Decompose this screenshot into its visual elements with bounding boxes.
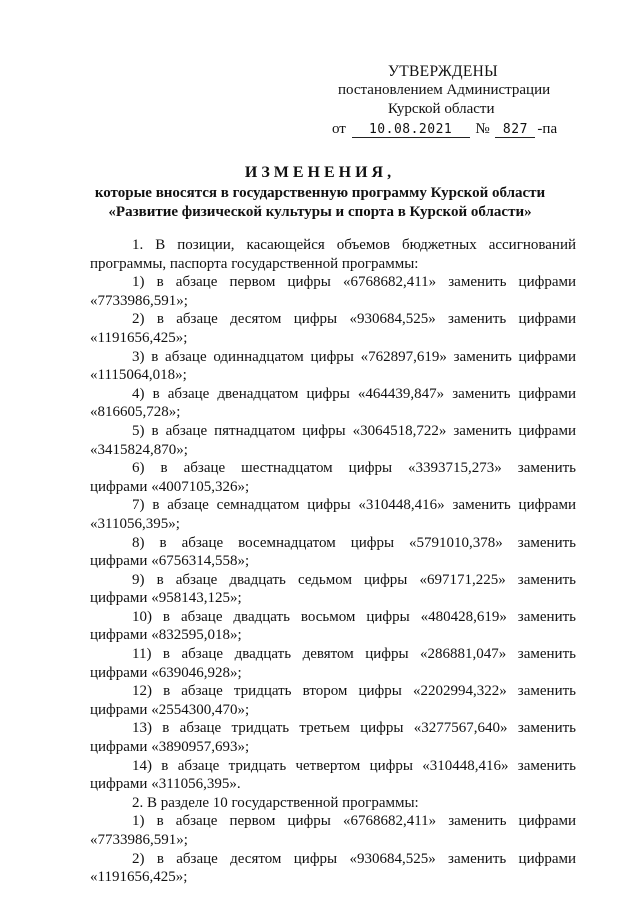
approval-date: 10.08.2021 xyxy=(352,122,470,138)
section-1-intro-first: 1. В позиции, касающейся объемов бюджетных ассигнований xyxy=(132,237,576,253)
section-1-intro xyxy=(90,236,576,273)
heading-line-2: которые вносятся в государственную программу Курской области xyxy=(94,185,546,201)
approval-block xyxy=(330,62,570,139)
list-item-continuation: «1191656,425»; xyxy=(90,869,188,886)
list-item-continuation: цифрами «2554300,470»; xyxy=(90,701,250,718)
list-item xyxy=(90,496,576,533)
list-item xyxy=(90,812,576,849)
list-item xyxy=(90,534,576,571)
list-item-first-line: 4) в абзаце двенадцатом цифры «464439,847» заменить цифрами xyxy=(132,385,576,402)
list-item-continuation: цифрами «639046,928»; xyxy=(90,664,242,681)
list-item-continuation: цифрами «6756314,558»; xyxy=(90,553,250,570)
list-item xyxy=(90,310,576,347)
list-item-first-line: 11) в абзаце двадцать девятом цифры «286881,047» заменить xyxy=(132,646,576,663)
section-2-intro xyxy=(90,794,576,813)
document-heading xyxy=(60,162,580,222)
list-item-first-line: 5) в абзаце пятнадцатом цифры «3064518,722» заменить цифрами xyxy=(132,422,576,439)
list-item xyxy=(90,385,576,422)
list-item-continuation: «311056,395»; xyxy=(90,515,180,532)
list-item-first-line: 12) в абзаце тридцать втором цифры «2202994,322» заменить xyxy=(132,683,576,700)
list-item xyxy=(90,608,576,645)
list-item-first-line: 13) в абзаце тридцать третьем цифры «3277567,640» заменить xyxy=(132,720,576,737)
list-item-continuation: цифрами «311056,395». xyxy=(90,776,241,793)
section-2-intro-text: 2. В разделе 10 государственной программы: xyxy=(132,794,419,811)
list-item-continuation: цифрами «3890957,693»; xyxy=(90,739,250,756)
list-item xyxy=(90,571,576,608)
list-item-continuation: «7733986,591»; xyxy=(90,292,188,309)
list-item-first-line: 2) в абзаце десятом цифры «930684,525» заменить цифрами xyxy=(132,311,576,328)
list-item-first-line: 1) в абзаце первом цифры «6768682,411» заменить цифрами xyxy=(132,274,576,291)
document-body xyxy=(90,236,576,887)
list-item xyxy=(90,645,576,682)
heading-title: ИЗМЕНЕНИЯ, xyxy=(244,164,396,181)
list-item-first-line: 2) в абзаце десятом цифры «930684,525» заменить цифрами xyxy=(132,850,576,867)
approval-suffix: -па xyxy=(537,121,558,137)
list-item-continuation: «1191656,425»; xyxy=(90,329,188,346)
list-item-first-line: 1) в абзаце первом цифры «6768682,411» заменить цифрами xyxy=(132,813,576,830)
list-item-first-line: 7) в абзаце семнадцатом цифры «310448,416» заменить цифрами xyxy=(132,497,576,514)
section-1-items xyxy=(90,273,576,794)
heading-line-3: «Развитие физической культуры и спорта в Курской области» xyxy=(108,204,532,220)
list-item xyxy=(90,850,576,887)
list-item-first-line: 3) в абзаце одиннадцатом цифры «762897,619» заменить цифрами xyxy=(132,348,576,365)
list-item-continuation: цифрами «958143,125»; xyxy=(90,590,242,607)
list-item xyxy=(90,422,576,459)
approval-number: 827 xyxy=(495,122,535,138)
list-item-continuation: «3415824,870»; xyxy=(90,441,188,458)
approval-title: УТВЕРЖДЕНЫ xyxy=(388,63,498,80)
list-item-continuation: цифрами «4007105,326»; xyxy=(90,478,250,495)
list-item xyxy=(90,682,576,719)
list-item-continuation: «7733986,591»; xyxy=(90,832,188,848)
list-item-continuation: «1115064,018»; xyxy=(90,367,187,384)
approval-date-number-line xyxy=(330,120,570,139)
section-1-intro-rest: программы, паспорта государственной программы: xyxy=(90,255,419,272)
approval-line-1: постановлением Администрации xyxy=(338,82,551,98)
approval-ot: от xyxy=(332,121,346,137)
list-item-continuation: цифрами «832595,018»; xyxy=(90,627,242,644)
list-item xyxy=(90,348,576,385)
approval-number-sign: № xyxy=(475,121,490,137)
section-2-items xyxy=(90,812,576,886)
list-item xyxy=(90,459,576,496)
list-item xyxy=(90,757,576,794)
approval-line-2: Курской области xyxy=(388,101,495,117)
list-item-first-line: 14) в абзаце тридцать четвертом цифры «310448,416» заменить xyxy=(132,757,576,774)
list-item-continuation: «816605,728»; xyxy=(90,404,181,421)
list-item-first-line: 9) в абзаце двадцать седьмом цифры «697171,225» заменить xyxy=(132,571,576,588)
list-item xyxy=(90,273,576,310)
list-item xyxy=(90,719,576,756)
list-item-first-line: 6) в абзаце шестнадцатом цифры «3393715,273» заменить xyxy=(132,460,576,477)
list-item-first-line: 10) в абзаце двадцать восьмом цифры «480428,619» заменить xyxy=(132,608,576,625)
list-item-first-line: 8) в абзаце восемнадцатом цифры «5791010,378» заменить xyxy=(132,534,576,551)
